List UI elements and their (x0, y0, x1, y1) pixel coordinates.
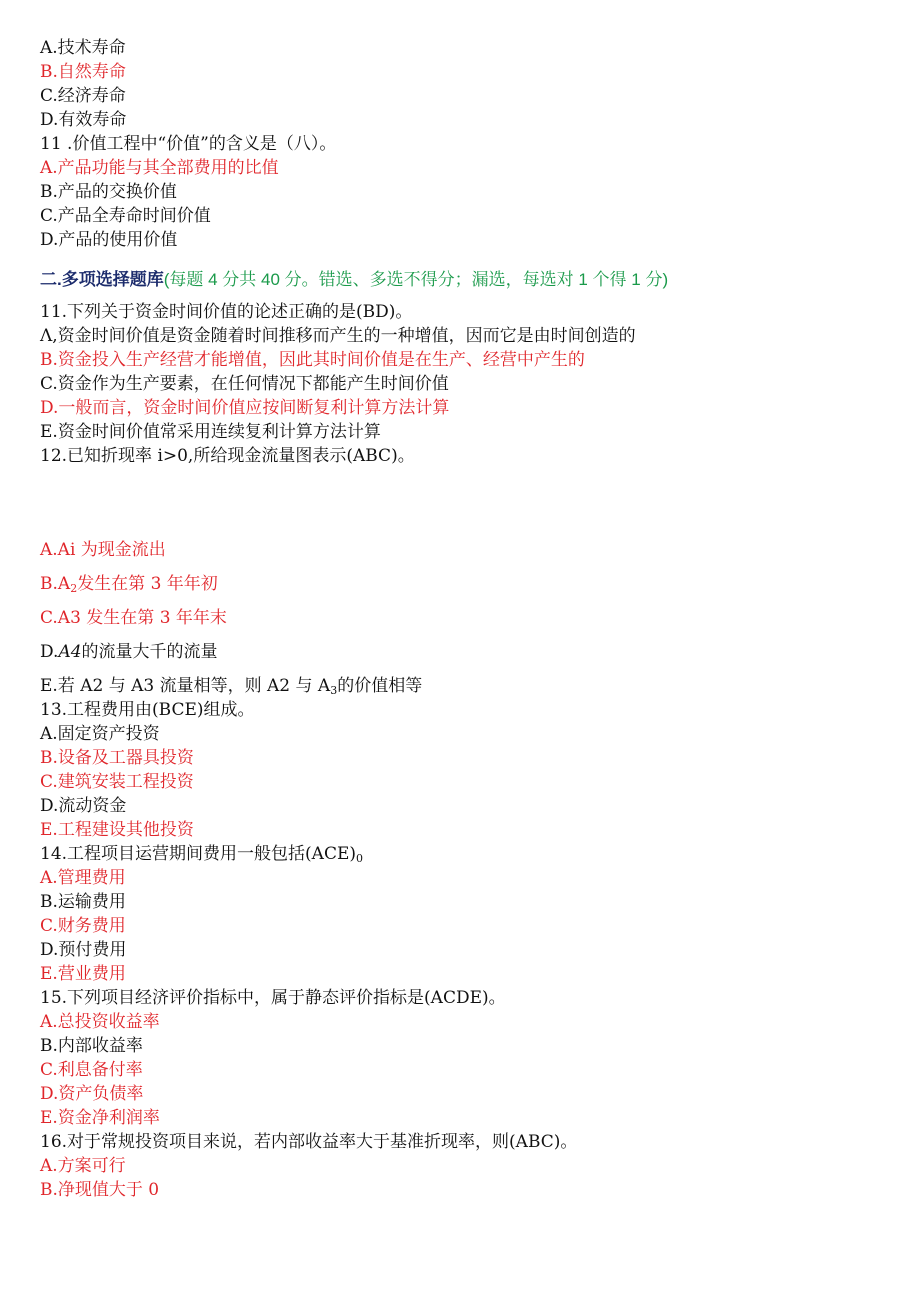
m13-option-c: C.建筑安装工程投资 (40, 772, 194, 792)
m12-option-d-italic: A4 (58, 642, 82, 662)
m11-block (40, 300, 900, 444)
q11-option-b: B.产品的交换价值 (40, 182, 177, 202)
m11-option-a: Λ,资金时间价值是资金随着时间推移而产生的一种增值，因而它是由时间创造的 (40, 326, 636, 346)
m14-block (40, 842, 900, 986)
m14-option-c: C.财务费用 (40, 916, 126, 936)
m16-question: 16.对于常规投资项目来说，若内部收益率大于基准折现率，则(ABC)。 (40, 1132, 578, 1152)
m13-option-e: E.工程建设其他投资 (40, 820, 194, 840)
section-heading-rule: (每题 4 分共 40 分。错选、多选不得分；漏选，每选对 1 个得 1 分) (163, 270, 669, 289)
m12-option-b-sub: 2 (70, 582, 78, 595)
section-heading (40, 268, 900, 292)
q11-option-d: D.产品的使用价值 (40, 230, 178, 250)
m12-option-e-sub: 3 (330, 684, 338, 697)
m12-option-c: C.A3 发生在第 3 年年末 (40, 608, 227, 628)
m14-option-d: D.预付费用 (40, 940, 127, 960)
q10-option-a: A.技术寿命 (40, 38, 126, 58)
m15-block (40, 986, 900, 1130)
m12-option-e (40, 674, 900, 698)
m14-option-e: E.营业费用 (40, 964, 126, 984)
q10-option-b: B.自然寿命 (40, 62, 126, 82)
cashflow-figure-placeholder (40, 468, 900, 528)
m15-option-d: D.资产负债率 (40, 1084, 144, 1104)
m12-option-e-prefix: E.若 A2 与 A3 流量相等，则 A2 与 A (40, 676, 331, 696)
m12-option-b (40, 572, 900, 596)
q11-option-c: C.产品全寿命时间价值 (40, 206, 211, 226)
m15-option-c: C.利息备付率 (40, 1060, 143, 1080)
m15-option-a: A.总投资收益率 (40, 1012, 160, 1032)
m12-block (40, 444, 900, 698)
m11-question: 11.下列关于资金时间价值的论述正确的是(BD)。 (40, 302, 413, 322)
m16-option-a: A.方案可行 (40, 1156, 126, 1176)
m12-option-d-prefix: D. (40, 642, 59, 662)
m13-question: 13.工程费用由(BCE)组成。 (40, 700, 255, 720)
m15-question: 15.下列项目经济评价指标中，属于静态评价指标是(ACDE)。 (40, 988, 506, 1008)
m11-option-b: B.资金投入生产经营才能增值，因此其时间价值是在生产、经营中产生的 (40, 350, 585, 370)
m14-option-b: B.运输费用 (40, 892, 126, 912)
m12-option-b-suffix: 发生在第 3 年年初 (77, 574, 218, 594)
q11-question: 11 .价值工程中“价值”的含义是（八）。 (40, 134, 337, 154)
q10-options (40, 36, 900, 132)
m11-option-c: C.资金作为生产要素，在任何情况下都能产生时间价值 (40, 374, 449, 394)
m16-option-b: B.净现值大于 0 (40, 1180, 160, 1200)
m11-option-d: D.一般而言，资金时间价值应按间断复利计算方法计算 (40, 398, 450, 418)
m13-option-b: B.设备及工器具投资 (40, 748, 194, 768)
q11-block (40, 132, 900, 252)
m15-option-e: E.资金净利润率 (40, 1108, 160, 1128)
m15-option-b: B.内部收益率 (40, 1036, 143, 1056)
m14-question-sub: 0 (356, 852, 363, 865)
q10-option-c: C.经济寿命 (40, 86, 126, 106)
m14-question-text: 14.工程项目运营期间费用一般包括(ACE) (40, 844, 356, 864)
m14-question (40, 842, 900, 866)
q10-option-d: D.有效寿命 (40, 110, 127, 130)
m13-block (40, 698, 900, 842)
m14-option-a: A.管理费用 (40, 868, 126, 888)
m12-option-d-suffix: 的流量大千的流量 (81, 642, 218, 662)
q11-option-a: A.产品功能与其全部费用的比值 (40, 158, 279, 178)
m16-block (40, 1130, 900, 1202)
m12-option-e-suffix: 的价值相等 (337, 676, 423, 696)
m12-option-a: A.Ai 为现金流出 (40, 540, 166, 560)
document-page (40, 36, 900, 1202)
section-heading-title: 二.多项选择题库 (40, 270, 164, 289)
m12-option-b-prefix: B.A (40, 574, 71, 594)
m13-option-a: A.固定资产投资 (40, 724, 160, 744)
m12-option-d (40, 640, 900, 664)
m13-option-d: D.流动资金 (40, 796, 127, 816)
m12-question: 12.已知折现率 i>0,所给现金流量图表示(ABC)。 (40, 446, 415, 466)
m11-option-e: E.资金时间价值常采用连续复利计算方法计算 (40, 422, 381, 442)
